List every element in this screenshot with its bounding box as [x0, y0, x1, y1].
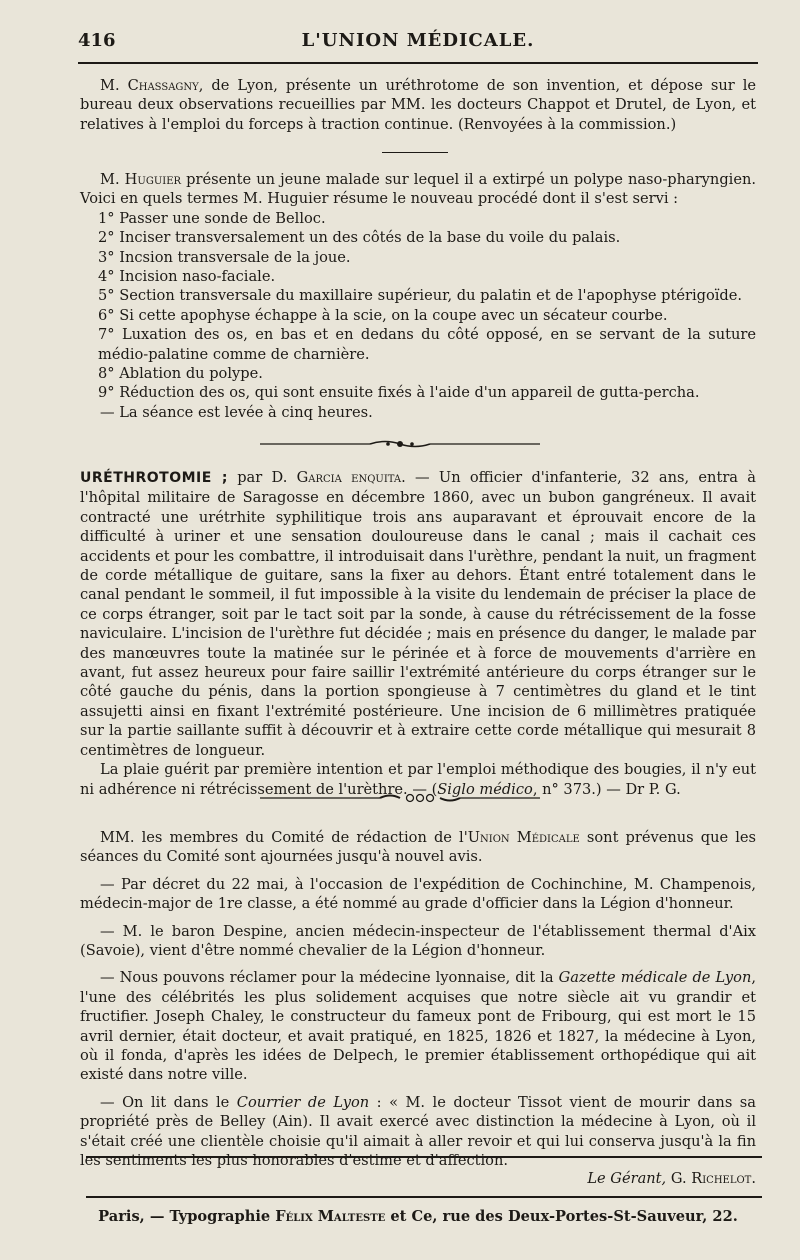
news-text: — On lit dans le: [100, 1093, 237, 1111]
printer-name: Félix Malteste: [275, 1208, 386, 1225]
news-text: , l'une des célébrités les plus solidement acquises que notre siècle ait vu grandir et fructifier. Joseph Chaley, le constructeur du fameux pont de Fribourg, qui est mort le 15 avril dernier, était docteur, et avait pratiqué, en 1825, 1826 et 1827, la médecine à Lyon, où il fonda, d'après les idées de Delpech, le premier établissement orthopédique qui ait existé dans notre ville.: [80, 969, 756, 1084]
page-number: 416: [78, 30, 116, 51]
article-conclusion: La plaie guérit par première intention et par l'emploi méthodique des bougies, il n'y eut ni adhérence ni rétrécissement de l'urèthre. — (: [80, 761, 756, 798]
article-urethrotomie: [80, 468, 756, 799]
news-item: [80, 1093, 756, 1171]
procedure-step: 9° Réduction des os, qui sont ensuite fixés à l'aide d'un appareil de gutta-percha.: [98, 384, 700, 402]
speaker-name: M. Chassagny: [100, 77, 199, 94]
ornament-divider: [260, 436, 540, 452]
gerant-name: G. Richelot.: [670, 1170, 756, 1187]
news-section: [80, 828, 756, 1171]
paragraph-text: , de Lyon, présente un uréthrotome de son invention, et dépose sur le bureau deux observations recueillies par MM. les docteurs Chappot et Drutel, de Lyon, et relatives à l'emploi du forceps à traction continue. (Renvoyées à la commission.): [80, 77, 756, 133]
imprint-text: et Ce, rue des Deux-Portes-St-Sauveur, 22.: [385, 1208, 738, 1225]
article-body: . — Un officier d'infanterie, 32 ans, entra à l'hôpital militaire de Saragosse en décembre 1860, avec un bubon gangréneux. Il avait contracté une urétrhite syphilitique trois ans auparavant et éprouvait encore de la difficulté à uriner et une sensation douloureuse dans le canal ; mais il cachait ces accidents et pour les combattre, il introduisait dans l'urèthre, pendant la nuit, un fragment de corde métallique de guitare, sans la fixer au dehors. Étant entré totalement dans le canal pendant le sommeil, il fut impossible à la visite du lendemain de préciser la place de ce corps étranger, soit par le tact soit par la sonde, à cause du rétrécissement de la fosse naviculaire. L'incision de l'urèthre fut décidée ; mais en présence du danger, le malade par des manœuvres toute la matinée sur le périnée et à force de mouvements d'arrière en avant, fut assez heureux pour faire saillir l'extrémité antérieure du corps étranger sur le côté gauche du pénis, dans la portion spongieuse à 7 centimètres du gland et le tint assujetti ainsi en fixant l'extrémité postérieure. Une incision de 6 millimètres pratiquée sur la partie saillante suffit à découvrir et à extraire cette corde métallique qui mesurait 8 centimètres de longueur.: [80, 469, 756, 759]
ornament-divider: [260, 790, 540, 806]
header-rule: [78, 62, 758, 64]
news-source: Gazette médicale de Lyon: [558, 969, 752, 987]
news-source: Courrier de Lyon: [236, 1093, 370, 1111]
imprint-text: Paris, — Typographie: [98, 1208, 276, 1225]
article-heading: URÉTHROTOMIE ;: [80, 470, 228, 486]
procedure-step: 4° Incision naso-faciale.: [98, 268, 276, 286]
procedure-step: 8° Ablation du polype.: [98, 365, 263, 383]
procedure-steps: [80, 209, 756, 403]
paragraph-text: présente un jeune malade sur lequel il a extirpé un polype naso-pharyngien. Voici en quels termes M. Huguier résume le nouveau procédé dont il s'est servi :: [80, 171, 756, 208]
paragraph-chassagny: [80, 76, 756, 134]
footer-rule: [86, 1196, 762, 1198]
footer-rule: [86, 1156, 762, 1158]
running-title: L'UNION MÉDICALE.: [301, 30, 535, 51]
news-item: [80, 968, 756, 1084]
speaker-name: M. Huguier: [100, 171, 182, 188]
news-item: — M. le baron Despine, ancien médecin-inspecteur de l'établissement thermal d'Aix (Savoie), vient d'être nommé chevalier de la Légion d'honneur.: [80, 922, 756, 960]
procedure-step: 3° Incsion transversale de la joue.: [98, 248, 351, 266]
procedure-step: 5° Section transversale du maxillaire supérieur, du palatin et de l'apophyse ptérigoïde.: [98, 287, 743, 305]
news-text: : « M. le docteur Tissot vient de mourir dans sa propriété près de Belley (Ain). Il avait exercé avec distinction la médecine à Lyon, où il s'était créé une clientèle choisie qu'il aimait à aller revoir et qui lui conserva jusqu'à la fin les sentiments les plus honorables d'estime et d'affection.: [80, 1093, 756, 1170]
procedure-step: 2° Inciser transversalement un des côtés de la base du voile du palais.: [98, 229, 621, 247]
journal-name: Union Médicale: [467, 829, 580, 846]
news-item: [80, 828, 756, 867]
article-signature: , n° 373.) — Dr P. G.: [532, 780, 681, 798]
procedure-step: 1° Passer une sonde de Belloc.: [98, 209, 326, 227]
procedure-step: 6° Si cette apophyse échappe à la scie, on la coupe avec un sécateur courbe.: [98, 306, 668, 324]
gerant-signature: [587, 1170, 756, 1187]
byline-prefix: par D.: [227, 469, 297, 486]
procedure-step: 7° Luxation des os, en bas et en dedans du côté opposé, en se servant de la suture médio-palatine comme de charnière.: [98, 326, 756, 363]
page-header: [78, 30, 758, 56]
news-text: sont prévenus que les séances du Comité sont ajournées jusqu'à nouvel avis.: [80, 829, 757, 866]
printer-imprint: [80, 1208, 756, 1225]
article-source: Siglo médico: [437, 780, 533, 798]
article-author: Garcia enquita: [296, 469, 402, 486]
news-text: MM. les membres du Comité de rédaction de l': [100, 829, 468, 846]
section-divider: [382, 152, 448, 153]
session-closing: — La séance est levée à cinq heures.: [100, 403, 373, 421]
news-text: — Nous pouvons réclamer pour la médecine lyonnaise, dit la: [100, 969, 559, 987]
gerant-label: Le Gérant,: [587, 1170, 667, 1187]
news-item: — Par décret du 22 mai, à l'occasion de l'expédition de Cochinchine, M. Champenois, médecin-major de 1re classe, a été nommé au grade d'officier dans la Légion d'honneur.: [80, 875, 756, 913]
paragraph-huguier: [80, 170, 756, 422]
